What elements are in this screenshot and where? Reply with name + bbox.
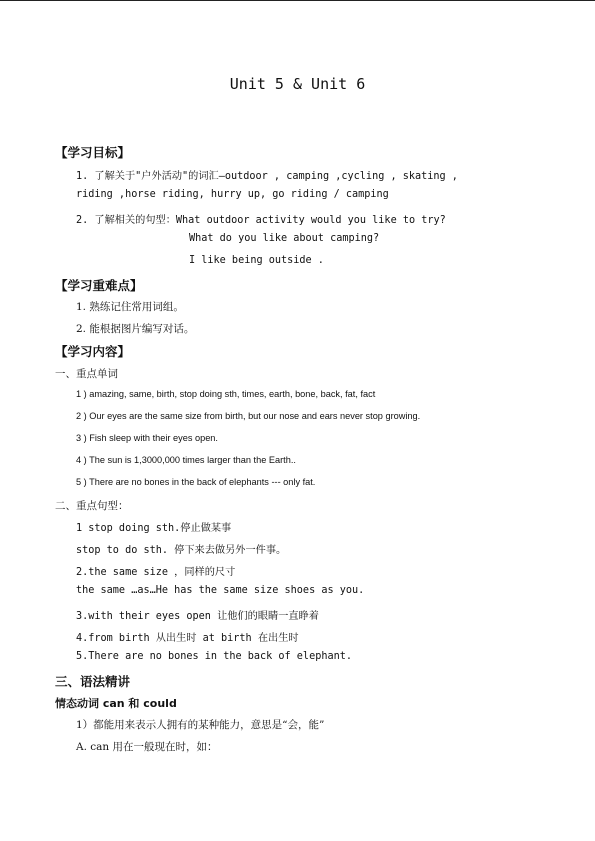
sentence-item-2: stop to do sth. 停下来去做另外一件事。 — [76, 545, 287, 556]
goal-item-1: 1. 了解关于"户外活动"的词汇—outdoor , camping ,cycling , skating , — [76, 171, 458, 182]
sentence-item-4: the same …as…He has the same size shoes as you. — [76, 585, 365, 596]
key-point-1: 1. 熟练记住常用词组。 — [76, 301, 184, 313]
goal-item-2-sentence-2: What do you like about camping? — [189, 233, 380, 244]
key-point-2: 2. 能根据图片编写对话。 — [76, 323, 195, 335]
section-3-title: 三、语法精讲 — [55, 674, 131, 689]
grammar-line-1: 1）都能用来表示人拥有的某种能力，意思是“会，能” — [76, 719, 325, 731]
goal-item-2: 2. 了解相关的句型：What outdoor activity would you like to try? — [76, 215, 446, 226]
top-rule — [0, 0, 595, 1]
section-2-title: 二、重点句型： — [55, 500, 129, 512]
page-title: Unit 5 & Unit 6 — [229, 75, 366, 93]
grammar-line-2: A. can 用在一般现在时，如： — [76, 741, 218, 753]
sentence-item-5: 3.with their eyes open 让他们的眼睛一直睁着 — [76, 611, 319, 622]
word-item-5: 5 ) There are no bones in the back of elephants --- only fat. — [76, 477, 316, 487]
goal-item-2-sentence-3: I like being outside . — [189, 255, 324, 266]
sentence-item-1: 1 stop doing sth.停止做某事 — [76, 523, 232, 534]
sentence-item-7: 5.There are no bones in the back of elephant. — [76, 651, 353, 662]
section-1-title: 一、重点单词 — [55, 368, 118, 380]
sentence-item-3: 2.the same size ，同样的尺寸 — [76, 567, 236, 578]
word-item-3: 3 ) Fish sleep with their eyes open. — [76, 433, 218, 443]
sentence-item-6: 4.from birth 从出生时 at birth 在出生时 — [76, 633, 299, 644]
word-item-2: 2 ) Our eyes are the same size from birth, but our nose and ears never stop growing. — [76, 411, 421, 421]
goals-heading: 【学习目标】 — [55, 145, 131, 160]
goal-item-1-cont: riding ,horse riding, hurry up, go riding / camping — [76, 189, 389, 200]
key-points-heading: 【学习重难点】 — [55, 278, 143, 293]
grammar-title: 情态动词 can 和 could — [55, 697, 177, 710]
content-heading: 【学习内容】 — [55, 344, 131, 359]
word-item-1: 1 ) amazing, same, birth, stop doing sth, times, earth, bone, back, fat, fact — [76, 389, 376, 399]
word-item-4: 4 ) The sun is 1,3000,000 times larger than the Earth.. — [76, 455, 296, 465]
